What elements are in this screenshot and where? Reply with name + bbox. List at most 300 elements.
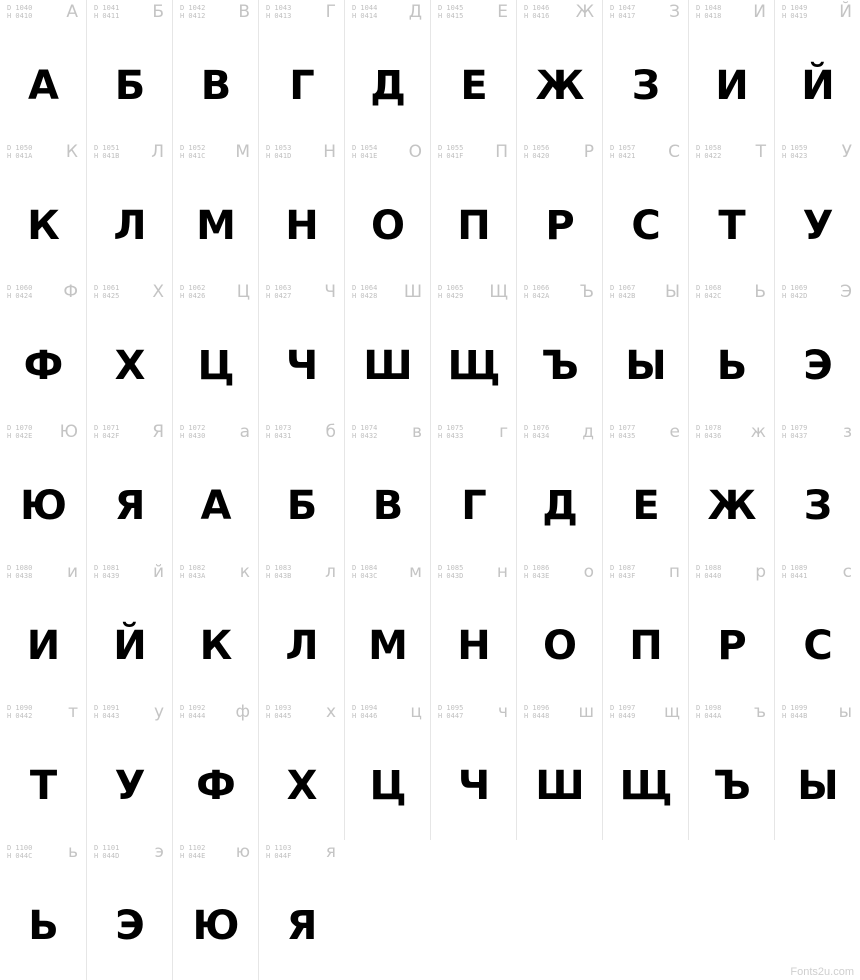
glyph-preview-character: Л (151, 142, 164, 162)
glyph-codepoint (524, 424, 549, 440)
glyph-cell (516, 280, 602, 420)
glyph-cell (516, 700, 602, 840)
glyph-sample: Щ (619, 763, 672, 809)
glyph-preview-character: А (66, 2, 78, 22)
glyph-preview-character: В (238, 2, 250, 22)
glyph-decimal-code: D 1078 (696, 424, 722, 432)
glyph-cell (86, 140, 172, 280)
glyph-preview-character: ш (578, 702, 594, 722)
glyph-sample: З (803, 483, 832, 529)
glyph-codepoint (696, 564, 721, 580)
glyph-hex-code: H 043F (610, 572, 636, 580)
glyph-row (0, 700, 860, 840)
glyph-sample: У (802, 203, 833, 249)
glyph-codepoint (180, 284, 205, 300)
glyph-sample: Т (718, 203, 745, 249)
glyph-sample: Щ (447, 343, 500, 389)
glyph-decimal-code: D 1101 (94, 844, 120, 852)
glyph-preview-character: ь (67, 842, 78, 862)
glyph-decimal-code: D 1041 (94, 4, 120, 12)
glyph-cell (0, 840, 86, 980)
glyph-preview-character: У (841, 142, 852, 162)
glyph-codepoint (352, 144, 377, 160)
glyph-preview-character: и (66, 562, 78, 582)
glyph-codepoint (180, 564, 205, 580)
glyph-decimal-code: D 1062 (180, 284, 206, 292)
glyph-codepoint (696, 704, 721, 720)
glyph-codepoint (352, 704, 377, 720)
glyph-preview-character: п (668, 562, 680, 582)
glyph-sample: Л (113, 203, 146, 249)
glyph-hex-code: H 0436 (696, 432, 722, 440)
glyph-preview-character: Э (840, 282, 852, 302)
glyph-preview-character: Г (325, 2, 336, 22)
glyph-cell (0, 280, 86, 420)
glyph-cell (0, 560, 86, 700)
glyph-row (0, 280, 860, 420)
glyph-sample: Х (114, 343, 145, 389)
glyph-codepoint (782, 564, 807, 580)
glyph-preview-character: с (842, 562, 852, 582)
glyph-sample: Ы (625, 343, 666, 389)
glyph-hex-code: H 0439 (94, 572, 120, 580)
glyph-sample: М (368, 623, 407, 669)
glyph-codepoint (524, 564, 549, 580)
glyph-cell (258, 840, 344, 980)
glyph-decimal-code: D 1103 (266, 844, 292, 852)
glyph-codepoint (7, 284, 32, 300)
glyph-hex-code: H 0411 (94, 12, 120, 20)
glyph-preview-character: ф (235, 702, 250, 722)
glyph-preview-character: И (753, 2, 766, 22)
glyph-decimal-code: D 1093 (266, 704, 292, 712)
glyph-codepoint (610, 424, 635, 440)
glyph-codepoint (266, 424, 291, 440)
glyph-hex-code: H 0426 (180, 292, 206, 300)
glyph-cell (688, 420, 774, 560)
glyph-cell (258, 0, 344, 140)
glyph-codepoint (352, 284, 377, 300)
glyph-hex-code: H 0418 (696, 12, 722, 20)
glyph-sample: Ф (23, 343, 63, 389)
glyph-hex-code: H 041E (352, 152, 378, 160)
glyph-cell (86, 280, 172, 420)
glyph-cell (602, 0, 688, 140)
glyph-preview-character: э (154, 842, 164, 862)
glyph-codepoint (610, 284, 635, 300)
glyph-decimal-code: D 1042 (180, 4, 206, 12)
glyph-codepoint (266, 844, 291, 860)
glyph-cell (172, 560, 258, 700)
glyph-cell (258, 280, 344, 420)
glyph-preview-character: С (668, 142, 680, 162)
glyph-preview-character: к (239, 562, 250, 582)
glyph-preview-character: Ш (403, 282, 422, 302)
glyph-hex-code: H 0425 (94, 292, 120, 300)
glyph-sample: К (27, 203, 59, 249)
glyph-cell (344, 420, 430, 560)
glyph-sample: Б (114, 63, 145, 109)
glyph-sample: Т (29, 763, 57, 809)
glyph-cell (86, 560, 172, 700)
glyph-cell (172, 280, 258, 420)
glyph-codepoint (610, 4, 635, 20)
glyph-hex-code: H 0433 (438, 432, 464, 440)
glyph-preview-character: Е (497, 2, 508, 22)
glyph-codepoint (7, 424, 32, 440)
glyph-sample: О (542, 623, 576, 669)
glyph-cell (430, 0, 516, 140)
glyph-cell (430, 420, 516, 560)
glyph-preview-character: Т (755, 142, 766, 162)
glyph-decimal-code: D 1065 (438, 284, 464, 292)
glyph-codepoint (524, 4, 549, 20)
glyph-cell (86, 700, 172, 840)
glyph-decimal-code: D 1040 (7, 4, 33, 12)
glyph-decimal-code: D 1085 (438, 564, 464, 572)
glyph-decimal-code: D 1071 (94, 424, 120, 432)
glyph-cell (602, 140, 688, 280)
glyph-decimal-code: D 1049 (782, 4, 808, 12)
glyph-hex-code: H 0416 (524, 12, 550, 20)
glyph-decimal-code: D 1098 (696, 704, 722, 712)
glyph-codepoint (438, 424, 463, 440)
glyph-codepoint (94, 424, 119, 440)
glyph-cell (688, 700, 774, 840)
glyph-sample: Ь (28, 903, 58, 949)
glyph-sample: П (629, 623, 662, 669)
glyph-codepoint (266, 144, 291, 160)
glyph-sample: Э (803, 343, 832, 389)
glyph-sample: Н (285, 203, 318, 249)
glyph-sample: Й (113, 623, 146, 669)
glyph-codepoint (524, 284, 549, 300)
glyph-cell (516, 420, 602, 560)
glyph-cell (774, 560, 860, 700)
glyph-decimal-code: D 1047 (610, 4, 636, 12)
glyph-preview-character: Ж (575, 2, 594, 22)
glyph-decimal-code: D 1046 (524, 4, 550, 12)
glyph-preview-character: Ь (754, 282, 766, 302)
glyph-hex-code: H 041C (180, 152, 206, 160)
glyph-hex-code: H 0449 (610, 712, 636, 720)
glyph-cell (430, 280, 516, 420)
glyph-preview-character: о (583, 562, 594, 582)
glyph-decimal-code: D 1068 (696, 284, 722, 292)
glyph-row (0, 0, 860, 140)
glyph-sample: Л (285, 623, 318, 669)
glyph-row (0, 840, 860, 980)
glyph-codepoint (696, 4, 721, 20)
glyph-codepoint (94, 284, 119, 300)
glyph-codepoint (7, 564, 32, 580)
glyph-cell (430, 140, 516, 280)
glyph-preview-character: Н (323, 142, 336, 162)
glyph-decimal-code: D 1051 (94, 144, 120, 152)
glyph-decimal-code: D 1066 (524, 284, 550, 292)
glyph-hex-code: H 0435 (610, 432, 636, 440)
glyph-hex-code: H 0431 (266, 432, 292, 440)
glyph-codepoint (696, 424, 721, 440)
glyph-sample: П (457, 203, 490, 249)
glyph-codepoint (524, 144, 549, 160)
glyph-codepoint (524, 704, 549, 720)
glyph-decimal-code: D 1044 (352, 4, 378, 12)
glyph-cell (602, 700, 688, 840)
glyph-decimal-code: D 1058 (696, 144, 722, 152)
glyph-preview-character: я (325, 842, 336, 862)
glyph-sample: Ч (285, 343, 318, 389)
glyph-preview-character: П (495, 142, 508, 162)
glyph-decimal-code: D 1070 (7, 424, 33, 432)
glyph-sample: Е (632, 483, 659, 529)
glyph-preview-character: р (755, 562, 766, 582)
glyph-cell (0, 700, 86, 840)
glyph-sample: Ъ (541, 343, 578, 389)
glyph-decimal-code: D 1088 (696, 564, 722, 572)
glyph-hex-code: H 044B (782, 712, 808, 720)
glyph-codepoint (7, 144, 32, 160)
glyph-hex-code: H 0445 (266, 712, 292, 720)
glyph-sample: Ю (192, 903, 239, 949)
glyph-decimal-code: D 1097 (610, 704, 636, 712)
glyph-hex-code: H 0413 (266, 12, 292, 20)
glyph-hex-code: H 043A (180, 572, 206, 580)
glyph-cell (258, 560, 344, 700)
glyph-decimal-code: D 1080 (7, 564, 33, 572)
glyph-preview-character: ъ (753, 702, 766, 722)
glyph-sample: Ф (196, 763, 235, 809)
glyph-decimal-code: D 1099 (782, 704, 808, 712)
glyph-decimal-code: D 1087 (610, 564, 636, 572)
glyph-sample: Ю (20, 483, 66, 529)
glyph-decimal-code: D 1055 (438, 144, 464, 152)
glyph-cell (0, 420, 86, 560)
glyph-hex-code: H 043C (352, 572, 378, 580)
glyph-sample: Я (114, 483, 145, 529)
glyph-cell (688, 140, 774, 280)
glyph-decimal-code: D 1067 (610, 284, 636, 292)
glyph-decimal-code: D 1059 (782, 144, 808, 152)
glyph-preview-character: Ф (63, 282, 78, 302)
glyph-hex-code: H 042E (7, 432, 33, 440)
glyph-hex-code: H 0428 (352, 292, 378, 300)
glyph-cell (86, 0, 172, 140)
glyph-hex-code: H 041F (438, 152, 464, 160)
glyph-sample: Н (457, 623, 490, 669)
glyph-codepoint (266, 704, 291, 720)
glyph-decimal-code: D 1076 (524, 424, 550, 432)
glyph-preview-character: ю (235, 842, 250, 862)
glyph-sample: Ц (197, 343, 234, 389)
glyph-codepoint (266, 284, 291, 300)
glyph-sample: Р (545, 203, 574, 249)
glyph-hex-code: H 042C (696, 292, 722, 300)
glyph-sample: И (715, 63, 748, 109)
glyph-decimal-code: D 1064 (352, 284, 378, 292)
glyph-decimal-code: D 1079 (782, 424, 808, 432)
glyph-row (0, 420, 860, 560)
glyph-decimal-code: D 1090 (7, 704, 33, 712)
glyph-cell (516, 560, 602, 700)
glyph-preview-character: х (325, 702, 336, 722)
glyph-sample: Ь (716, 343, 747, 389)
glyph-codepoint (610, 144, 635, 160)
glyph-hex-code: H 0430 (180, 432, 206, 440)
glyph-row (0, 560, 860, 700)
glyph-decimal-code: D 1102 (180, 844, 206, 852)
glyph-hex-code: H 0438 (7, 572, 33, 580)
glyph-codepoint (352, 564, 377, 580)
glyph-cell (602, 560, 688, 700)
glyph-preview-character: ы (838, 702, 852, 722)
glyph-hex-code: H 0415 (438, 12, 464, 20)
glyph-preview-character: Б (152, 2, 164, 22)
glyph-decimal-code: D 1089 (782, 564, 808, 572)
glyph-sample: Ы (797, 763, 838, 809)
glyph-decimal-code: D 1086 (524, 564, 550, 572)
glyph-decimal-code: D 1063 (266, 284, 292, 292)
glyph-sample: В (200, 63, 231, 109)
glyph-codepoint (94, 144, 119, 160)
glyph-row (0, 140, 860, 280)
glyph-preview-character: а (239, 422, 250, 442)
glyph-preview-character: м (409, 562, 422, 582)
glyph-decimal-code: D 1043 (266, 4, 292, 12)
glyph-hex-code: H 041D (266, 152, 292, 160)
glyph-sample: Й (801, 63, 834, 109)
glyph-preview-character: Я (152, 422, 164, 442)
glyph-sample: Х (286, 763, 317, 809)
glyph-codepoint (180, 424, 205, 440)
glyph-hex-code: H 0441 (782, 572, 808, 580)
glyph-sample: Е (460, 63, 487, 109)
glyph-sample: Ш (535, 763, 584, 809)
glyph-sample: М (196, 203, 235, 249)
glyph-hex-code: H 0424 (7, 292, 33, 300)
glyph-hex-code: H 0447 (438, 712, 464, 720)
glyph-sample: К (199, 623, 232, 669)
glyph-hex-code: H 0432 (352, 432, 378, 440)
glyph-preview-character: Х (152, 282, 164, 302)
glyph-preview-character: л (325, 562, 336, 582)
glyph-codepoint (438, 704, 463, 720)
glyph-preview-character: Ы (665, 282, 680, 302)
glyph-sample: У (114, 763, 145, 809)
glyph-sample: Ъ (713, 763, 750, 809)
glyph-hex-code: H 0443 (94, 712, 120, 720)
glyph-preview-character: Й (839, 2, 852, 22)
glyph-hex-code: H 044F (266, 852, 292, 860)
glyph-sample: Б (286, 483, 317, 529)
glyph-decimal-code: D 1072 (180, 424, 206, 432)
glyph-sample: Э (115, 903, 144, 949)
glyph-cell (344, 140, 430, 280)
glyph-decimal-code: D 1094 (352, 704, 378, 712)
glyph-codepoint (782, 4, 807, 20)
glyph-preview-character: ц (410, 702, 422, 722)
glyph-codepoint (610, 564, 635, 580)
glyph-cell (774, 140, 860, 280)
glyph-cell (688, 280, 774, 420)
glyph-decimal-code: D 1073 (266, 424, 292, 432)
glyph-sample: Д (370, 63, 405, 109)
glyph-decimal-code: D 1061 (94, 284, 120, 292)
glyph-decimal-code: D 1052 (180, 144, 206, 152)
footer-watermark: Fonts2u.com (790, 966, 854, 978)
glyph-codepoint (610, 704, 635, 720)
glyph-preview-character: К (65, 142, 78, 162)
glyph-hex-code: H 0442 (7, 712, 33, 720)
glyph-codepoint (352, 4, 377, 20)
glyph-hex-code: H 043B (266, 572, 292, 580)
glyph-preview-character: в (411, 422, 422, 442)
glyph-preview-character: д (582, 422, 594, 442)
glyph-decimal-code: D 1069 (782, 284, 808, 292)
glyph-codepoint (438, 144, 463, 160)
glyph-cell (516, 140, 602, 280)
glyph-hex-code: H 0422 (696, 152, 722, 160)
glyph-sample: А (200, 483, 231, 529)
glyph-hex-code: H 043D (438, 572, 464, 580)
glyph-cell (344, 560, 430, 700)
glyph-hex-code: H 044E (180, 852, 206, 860)
glyph-decimal-code: D 1092 (180, 704, 206, 712)
glyph-cell (602, 420, 688, 560)
glyph-decimal-code: D 1048 (696, 4, 722, 12)
glyph-codepoint (782, 284, 807, 300)
glyph-cell (344, 0, 430, 140)
glyph-preview-character: е (669, 422, 680, 442)
glyph-cell (602, 280, 688, 420)
glyph-preview-character: Щ (489, 282, 508, 302)
glyph-hex-code: H 044C (7, 852, 33, 860)
glyph-decimal-code: D 1053 (266, 144, 292, 152)
glyph-codepoint (180, 704, 205, 720)
glyph-cell (430, 700, 516, 840)
glyph-cell (774, 280, 860, 420)
glyph-decimal-code: D 1056 (524, 144, 550, 152)
glyph-cell (258, 140, 344, 280)
glyph-hex-code: H 0446 (352, 712, 378, 720)
glyph-preview-character: т (68, 702, 78, 722)
glyph-codepoint (438, 284, 463, 300)
glyph-hex-code: H 0440 (696, 572, 722, 580)
glyph-preview-character: й (152, 562, 164, 582)
glyph-codepoint (94, 564, 119, 580)
glyph-codepoint (352, 424, 377, 440)
glyph-hex-code: H 042A (524, 292, 550, 300)
glyph-cell (172, 140, 258, 280)
glyph-sample: О (370, 203, 404, 249)
glyph-hex-code: H 0420 (524, 152, 550, 160)
glyph-sample: Ш (363, 343, 412, 389)
glyph-sample: Г (461, 483, 486, 529)
glyph-codepoint (782, 704, 807, 720)
glyph-preview-character: з (842, 422, 852, 442)
glyph-codepoint (438, 564, 463, 580)
glyph-cell (172, 700, 258, 840)
glyph-codepoint (94, 704, 119, 720)
glyph-preview-character: О (408, 142, 422, 162)
glyph-hex-code: H 0419 (782, 12, 808, 20)
glyph-hex-code: H 041B (94, 152, 120, 160)
glyph-preview-character: ж (750, 422, 766, 442)
glyph-codepoint (7, 844, 32, 860)
glyph-codepoint (696, 284, 721, 300)
glyph-cell (688, 560, 774, 700)
glyph-preview-character: Д (408, 2, 422, 22)
